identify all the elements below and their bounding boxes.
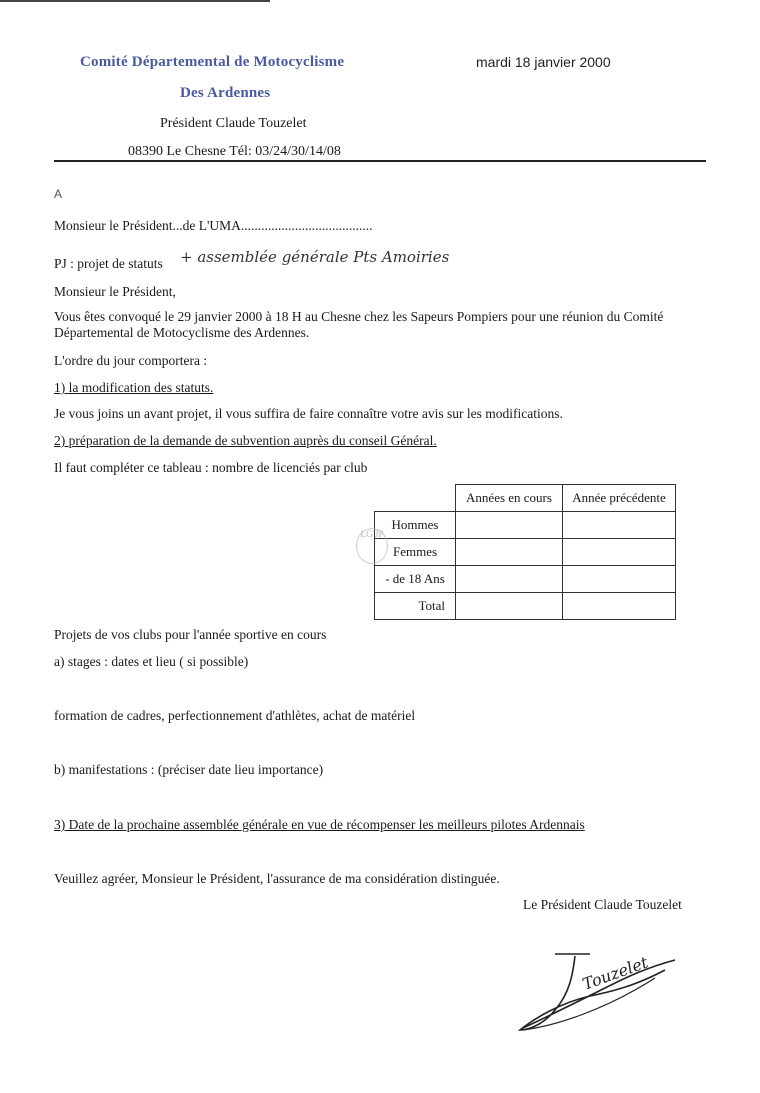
table-row-label: Femmes — [375, 539, 456, 566]
agenda-item-1: 1) la modification des statuts. — [54, 380, 214, 395]
agenda-item-3: 3) Date de la prochaine assemblée générale en vue de récompenser les meilleurs pilotes Ardennais — [54, 817, 585, 832]
salutation: Monsieur le Président, — [54, 284, 176, 299]
table-header-cell: Années en cours — [456, 485, 563, 512]
table-row — [375, 593, 676, 620]
table-cell — [456, 539, 563, 566]
table-row-label: Total — [375, 593, 456, 620]
table-header-row — [375, 485, 676, 512]
agenda-item-2-text: Il faut compléter ce tableau : nombre de licenciés par club — [54, 460, 368, 475]
closing-formula: Veuillez agréer, Monsieur le Président, l'assurance de ma considération distinguée. — [54, 871, 500, 886]
handwritten-signature — [515, 948, 685, 1038]
table-cell — [456, 512, 563, 539]
table-row — [375, 539, 676, 566]
recipient-line: Monsieur le Président...de L'UMA....................................... — [54, 218, 373, 233]
faint-stamp: LG JP — [356, 528, 388, 564]
table-cell — [456, 593, 563, 620]
manifestations-line: b) manifestations : (préciser date lieu importance) — [54, 762, 324, 777]
signoff: Le Président Claude Touzelet — [523, 897, 682, 912]
agenda-item-1-text: Je vous joins un avant projet, il vous suffira de faire connaître votre avis sur les modifications. — [54, 406, 563, 421]
table-row-label: Hommes — [375, 512, 456, 539]
signature-text: Touzelet — [579, 952, 651, 994]
table-cell — [563, 512, 676, 539]
agenda-item-2: 2) préparation de la demande de subvention auprès du conseil Général. — [54, 433, 437, 448]
table-cell — [456, 566, 563, 593]
paragraph-convocation-1: Vous êtes convoqué le 29 janvier 2000 à 18 H au Chesne chez les Sapeurs Pompiers pour une réunion du Comité — [54, 309, 664, 324]
table-cell — [563, 539, 676, 566]
stages-line: a) stages : dates et lieu ( si possible) — [54, 654, 249, 669]
formation-line: formation de cadres, perfectionnement d'athlètes, achat de matériel — [54, 708, 416, 723]
licencies-table — [374, 484, 676, 620]
address-line: 08390 Le Chesne Tél: 03/24/30/14/08 — [128, 144, 341, 159]
pj-line: PJ : projet de statuts — [54, 256, 163, 271]
table-row — [375, 566, 676, 593]
org-region: Des Ardennes — [180, 85, 271, 101]
header-divider — [54, 160, 706, 162]
president-line: Président Claude Touzelet — [160, 116, 307, 131]
paragraph-convocation-2: Départemental de Motocyclisme des Ardennes. — [54, 325, 310, 340]
projects-line: Projets de vos clubs pour l'année sportive en cours — [54, 627, 327, 642]
table-cell — [563, 593, 676, 620]
org-name: Comité Départemental de Motocyclisme — [80, 54, 345, 70]
table-header-cell: Année précédente — [563, 485, 676, 512]
pj-handwritten-note: + assemblée générale Pts Amoiries — [180, 248, 450, 266]
scan-edge-line — [0, 0, 270, 2]
agenda-intro: L'ordre du jour comportera : — [54, 353, 208, 368]
table-header-cell — [375, 485, 456, 512]
table-row — [375, 512, 676, 539]
salutation-a: A — [54, 187, 63, 201]
letter-date: mardi 18 janvier 2000 — [476, 54, 611, 70]
table-row-label: - de 18 Ans — [375, 566, 456, 593]
table-cell — [563, 566, 676, 593]
